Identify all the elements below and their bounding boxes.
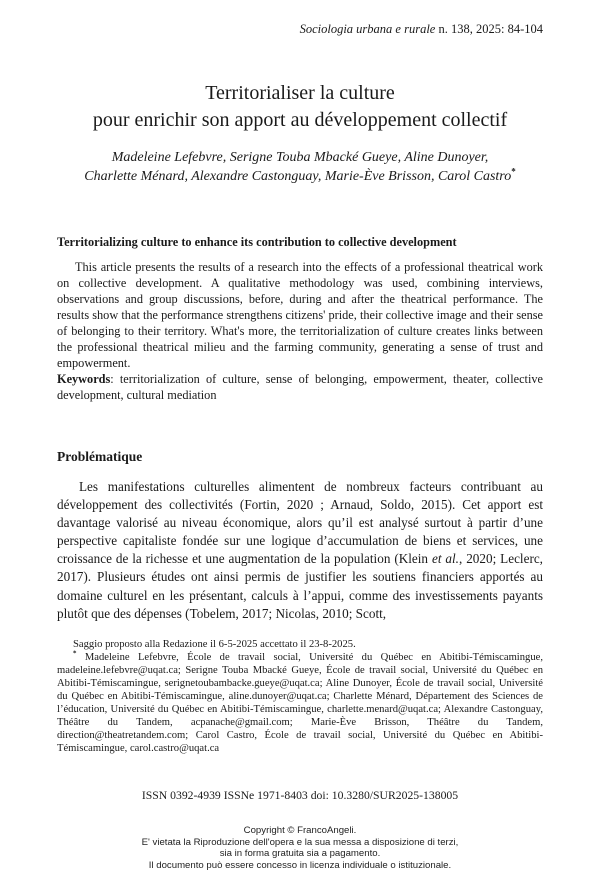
body-paragraph-part1: Les manifestations culturelles alimentent de nombreux facteurs contribuant au développement des collectivités (Fortin, 2020 ; Arnaud, Soldo, 2015). Cet apport est davantage valorisé au niveau économique, alors qu’il est analysé surtout à partir d’une perspective capitaliste fondée sur une logique d’accumulation de biens et services, une croissance de la richesse et une augmentation de la population (Klein: [57, 479, 543, 567]
journal-issue-info: n. 138, 2025: 84-104: [435, 22, 543, 36]
paper-title: [57, 80, 543, 134]
journal-header: [57, 22, 543, 37]
keywords-line: [57, 371, 543, 403]
authors-line: [57, 149, 543, 186]
authors-line2: Charlette Ménard, Alexandre Castonguay, Marie-Ève Brisson, Carol Castro: [84, 168, 512, 184]
body-paragraph: [57, 478, 543, 623]
copyright-line2: E' vietata la Riproduzione dell'opera e la sua messa a disposizione di terzi,: [141, 836, 459, 848]
copyright-block: [57, 825, 543, 872]
section-heading: Problématique: [57, 449, 143, 464]
english-abstract-title: Territorializing culture to enhance its contribution to collective development: [57, 235, 457, 249]
journal-name: Sociologia urbana e rurale: [299, 22, 436, 36]
issn-doi-line: ISSN 0392-4939 ISSNe 1971-8403 doi: 10.3280/SUR2025-138005: [141, 788, 459, 802]
authors-line1: Madeleine Lefebvre, Serigne Touba Mbacké Gueye, Aline Dunoyer,: [111, 150, 489, 165]
copyright-line1: Copyright © FrancoAngeli.: [243, 824, 357, 836]
authors-footnote-marker: *: [511, 165, 516, 176]
paper-title-line2: pour enrichir son apport au développement collectif: [92, 109, 508, 131]
keywords-text: : territorialization of culture, sense of belonging, empowerment, theater, collective development, cultural mediation: [57, 372, 543, 402]
copyright-line4: Il documento può essere concesso in licenza individuale o istituzionale.: [148, 860, 452, 872]
copyright-line3: sia in forma gratuita sia a pagamento.: [219, 848, 381, 860]
body-paragraph-etal: et al.: [431, 551, 459, 567]
footnote-submission: Saggio proposto alla Redazione il 6-5-2025 accettato il 23-8-2025.: [73, 638, 356, 650]
footnote-affiliations-text: Madeleine Lefebvre, École de travail social, Université du Québec en Abitibi-Témiscamingue, madeleine.lefebvre@uqat.ca; Serigne Touba Mbacké Gueye, École de travail social, Université du Québec en Abitibi-Témiscamingue, serignetoubambacke.gueye@uqat.ca; Aline Dunoyer, École de travail social, Université du Québec en Abitibi-Témiscamingue, aline.dunoyer@uqat.ca; Charlette Ménard, Département des Sciences de l’éducation, Université du Québec en Abitibi-Témiscamingue, charlette.menard@uqat.ca; Alexandre Castonguay, Théâtre du Tandem, acpanache@gmail.com; Marie-Ève Brisson, Théâtre du Tandem, direction@theatretandem.com; Carol Castro, École de travail social, Université du Québec en Abitibi-Témiscamingue, carol.castro@uqat.ca: [57, 651, 543, 754]
footnote-block: [57, 638, 543, 755]
abstract-text: This article presents the results of a research into the effects of a professional theatrical work on collective development. A qualitative methodology was used, combining interviews, observations and group discussions, before, during and after the theatrical performance. The results show that the performance strengthens citizens' pride, their collective image and their sense of belonging to their territory. What's more, the territorialization of culture creates links between the professional theatrical milieu and the farming community, generating a sense of trust and empowerment.: [57, 260, 543, 370]
keywords-label: Keywords: [57, 372, 111, 386]
body-paragraph-part2: , 2020; Leclerc, 2017). Plusieurs études ont ainsi permis de justifier les soutiens financiers apportés au domaine culturel en les présentant, calculs à l’appui, comme des investissements payants plutôt que des dépenses (Tobelem, 2017; Nicolas, 2010; Scott,: [57, 551, 543, 621]
footnote-affiliations: [57, 651, 543, 755]
footnote-marker: *: [73, 649, 77, 658]
paper-title-line1: Territorialiser la culture: [205, 82, 395, 104]
